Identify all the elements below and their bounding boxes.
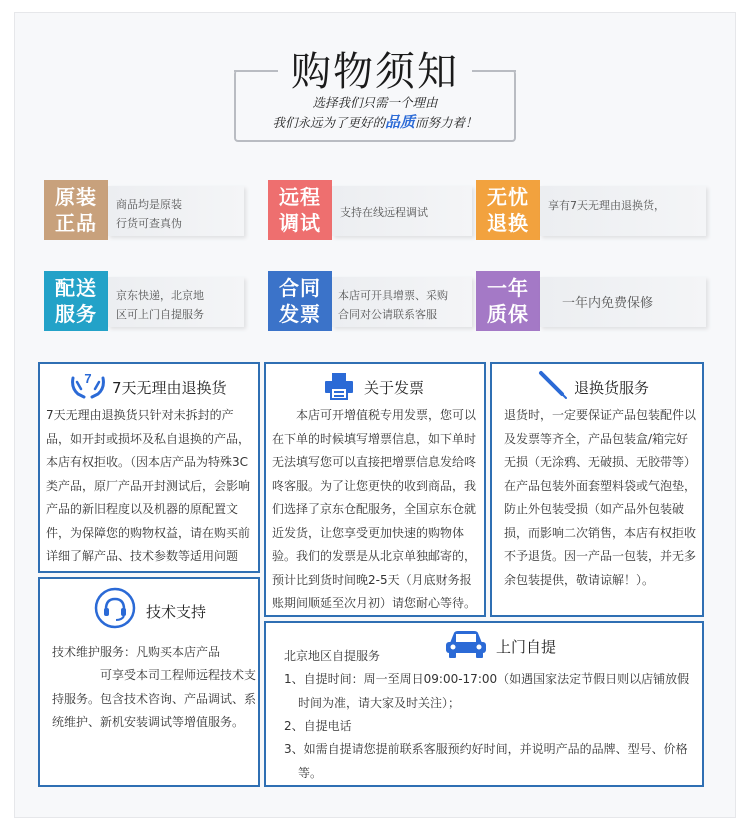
svg-text:7: 7 xyxy=(84,371,92,386)
page-title: 购物须知 xyxy=(291,49,459,95)
returns-service-title: 退换货服务 xyxy=(574,379,650,397)
hands-seven-icon xyxy=(70,370,106,400)
return-policy-title: 7天无理由退换货 xyxy=(112,379,227,397)
invoice-box xyxy=(264,362,486,617)
slogan-line-2 xyxy=(234,111,516,132)
pen-icon xyxy=(538,370,568,400)
tech-support-title: 技术支持 xyxy=(146,603,207,621)
feature-desc: 享有7天无理由退换货， xyxy=(540,186,706,236)
pickup-box xyxy=(264,621,704,787)
feature-desc: 支持在线远程调试 xyxy=(332,186,472,236)
feature-badge: 合同 发票 xyxy=(268,271,332,331)
feature-badge: 原装 正品 xyxy=(44,180,108,240)
pickup-item-3: 3、如需自提请您提前联系客服预约好时间，并说明产品的品牌、型号、价格等。 xyxy=(284,742,688,780)
slogan-line-1: 选择我们只需一个理由 xyxy=(312,95,438,110)
feature-desc: 本店可开具增票、采购 合同对公请联系客服 xyxy=(332,277,472,327)
feature-desc: 一年内免费保修 xyxy=(540,277,706,327)
invoice-title: 关于发票 xyxy=(364,379,425,397)
feature-delivery xyxy=(44,271,244,331)
feature-warranty xyxy=(476,271,706,331)
pickup-subtitle: 北京地区自提服务 xyxy=(284,649,381,663)
feature-desc: 商品均是原装 行货可查真伪 xyxy=(108,186,244,236)
slogan-highlight: 品质 xyxy=(384,113,415,131)
feature-invoice-contract xyxy=(268,271,472,331)
slogan-pre: 我们永远为了更好的 xyxy=(272,115,385,130)
feature-badge: 配送 服务 xyxy=(44,271,108,331)
feature-original xyxy=(44,180,244,240)
feature-badge: 一年 质保 xyxy=(476,271,540,331)
returns-service-text: 退货时，一定要保证产品包装配件以及发票等齐全，产品包装盒/箱完好无损（无涂鸦、无破损、无胶带等）在产品包装外面套塑料袋或气泡垫，防止外包装受损（如产品外包装破损，而影响二次销售，本店有权拒收不予退货。因一产品一包装，并无多余包装提供，敬请谅解！）。 xyxy=(504,408,697,587)
headset-icon xyxy=(94,587,136,629)
feature-desc: 京东快递，北京地 区可上门自提服务 xyxy=(108,277,244,327)
invoice-text: 本店可开增值税专用发票，您可以在下单的时候填写增票信息，如下单时无法填写您可以直接把增票信息发给咚咚客服。为了让您更快的收到商品，我们选择了京东仓配服务，全国京东仓就近发货，让您享受更加快速的购物体验。我们的发票是从北京单独邮寄的，预计比到货时间晚2-5天（月底财务报账期间顺延至次月初）请您耐心等待。 xyxy=(272,408,477,610)
pickup-item-2: 2、自提电话 xyxy=(284,719,352,733)
return-policy-text: 7天无理由退换货只针对未拆封的产品，如开封或损坏及私自退换的产品，本店有权拒收。（因本店产品为特殊3C类产品，原厂产品开封测试后，会影响产品的新旧程度以及机器的原配置文件，为保障您的购物权益，请在购买前详细了解产品、技术参数等适用问题 xyxy=(46,408,251,563)
feature-remote-debug xyxy=(268,180,472,240)
returns-service-box xyxy=(490,362,704,617)
tech-support-text: 可享受本司工程师远程技术支持服务。包含技术咨询、产品调试、系统维护、新机安装调试等增值服务。 xyxy=(52,668,257,729)
pickup-item-1: 1、自提时间：周一至周日09:00-17:00（如遇国家法定节假日则以店铺放假时间为准，请大家及时关注）； xyxy=(284,672,690,710)
pickup-title: 上门自提 xyxy=(496,638,557,656)
printer-icon xyxy=(324,372,354,400)
tech-support-box xyxy=(38,577,260,787)
feature-worry-free-return xyxy=(476,180,706,240)
tech-support-line1: 技术维护服务：凡购买本店产品 xyxy=(52,645,221,659)
slogan-post: 而努力着！ xyxy=(415,115,478,130)
return-policy-box xyxy=(38,362,260,573)
feature-badge: 无忧 退换 xyxy=(476,180,540,240)
feature-badge: 远程 调试 xyxy=(268,180,332,240)
